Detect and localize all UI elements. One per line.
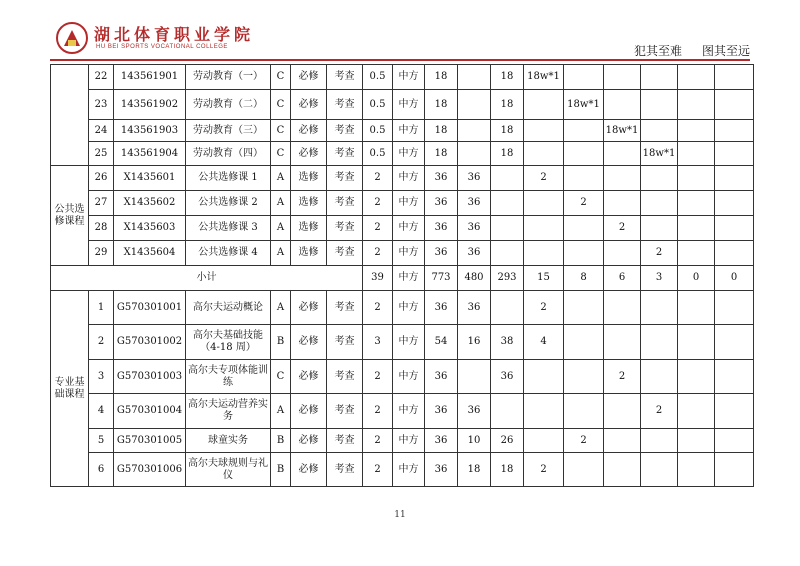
practice-hours <box>491 191 524 216</box>
sem4 <box>641 291 678 325</box>
course-code: X1435601 <box>114 166 186 191</box>
sem4 <box>641 65 678 90</box>
course-name: 高尔夫基础技能（4-18 周） <box>186 325 271 360</box>
practice-hours: 18 <box>491 120 524 142</box>
sem1: 4 <box>524 325 564 360</box>
exam-type: 考查 <box>327 325 363 360</box>
sem3 <box>604 394 641 429</box>
course-code: 143561903 <box>114 120 186 142</box>
total-hours: 36 <box>425 429 458 453</box>
total-hours: 36 <box>425 291 458 325</box>
sem4: 2 <box>641 394 678 429</box>
course-type: A <box>271 191 291 216</box>
sem2: 18w*1 <box>564 90 604 120</box>
sem5 <box>678 65 715 90</box>
sem6 <box>715 360 754 394</box>
course-name: 劳动教育（一） <box>186 65 271 90</box>
total-hours: 18 <box>425 120 458 142</box>
course-nature: 必修 <box>291 453 327 487</box>
credits: 2 <box>363 191 393 216</box>
exam-type: 考查 <box>327 191 363 216</box>
course-table-body <box>51 65 754 487</box>
row-number: 23 <box>89 90 114 120</box>
course-nature: 必修 <box>291 142 327 166</box>
sem5 <box>678 241 715 266</box>
sem3 <box>604 453 641 487</box>
exam-type: 考查 <box>327 453 363 487</box>
subtotal-level: 中方 <box>393 266 425 291</box>
page-header <box>0 0 800 60</box>
sem5 <box>678 325 715 360</box>
theory-hours <box>458 120 491 142</box>
total-hours: 36 <box>425 360 458 394</box>
table-row <box>51 429 754 453</box>
course-name: 劳动教育（四） <box>186 142 271 166</box>
course-nature: 必修 <box>291 65 327 90</box>
category-cell: 公共选修课程 <box>51 166 89 266</box>
level: 中方 <box>393 429 425 453</box>
sem6 <box>715 394 754 429</box>
school-motto <box>614 42 750 59</box>
exam-type: 考查 <box>327 120 363 142</box>
course-name: 劳动教育（三） <box>186 120 271 142</box>
sem3 <box>604 325 641 360</box>
sem3 <box>604 291 641 325</box>
sem4 <box>641 191 678 216</box>
school-name-en: HU BEI SPORTS VOCATIONAL COLLEGE <box>96 44 228 50</box>
row-number: 6 <box>89 453 114 487</box>
practice-hours: 36 <box>491 360 524 394</box>
level: 中方 <box>393 65 425 90</box>
sem4 <box>641 429 678 453</box>
subtotal-s3: 6 <box>604 266 641 291</box>
course-nature: 必修 <box>291 360 327 394</box>
sem5 <box>678 166 715 191</box>
course-type: B <box>271 453 291 487</box>
exam-type: 考查 <box>327 65 363 90</box>
theory-hours: 18 <box>458 453 491 487</box>
sem5 <box>678 360 715 394</box>
sem3 <box>604 65 641 90</box>
sem6 <box>715 241 754 266</box>
course-type: A <box>271 241 291 266</box>
course-nature: 必修 <box>291 291 327 325</box>
sem2 <box>564 241 604 266</box>
course-type: C <box>271 360 291 394</box>
row-number: 29 <box>89 241 114 266</box>
sem2: 2 <box>564 191 604 216</box>
course-type: A <box>271 291 291 325</box>
sem6 <box>715 166 754 191</box>
practice-hours: 18 <box>491 65 524 90</box>
theory-hours: 36 <box>458 241 491 266</box>
sem2 <box>564 394 604 429</box>
course-nature: 选修 <box>291 166 327 191</box>
course-type: C <box>271 120 291 142</box>
motto-part-1: 犯其至难 <box>633 44 682 58</box>
row-number: 28 <box>89 216 114 241</box>
total-hours: 36 <box>425 166 458 191</box>
sem5 <box>678 453 715 487</box>
course-name: 球童实务 <box>186 429 271 453</box>
credits: 2 <box>363 429 393 453</box>
credits: 0.5 <box>363 142 393 166</box>
sem3 <box>604 191 641 216</box>
subtotal-s4: 3 <box>641 266 678 291</box>
sem5 <box>678 429 715 453</box>
course-table <box>50 64 754 487</box>
total-hours: 36 <box>425 191 458 216</box>
total-hours: 36 <box>425 241 458 266</box>
table-row <box>51 142 754 166</box>
credits: 0.5 <box>363 90 393 120</box>
credits: 2 <box>363 291 393 325</box>
course-name: 高尔夫专项体能训练 <box>186 360 271 394</box>
table-row <box>51 325 754 360</box>
row-number: 22 <box>89 65 114 90</box>
sem1 <box>524 216 564 241</box>
course-nature: 选修 <box>291 191 327 216</box>
exam-type: 考查 <box>327 142 363 166</box>
credits: 2 <box>363 453 393 487</box>
row-number: 1 <box>89 291 114 325</box>
course-nature: 必修 <box>291 90 327 120</box>
course-type: C <box>271 65 291 90</box>
row-number: 27 <box>89 191 114 216</box>
subtotal-total: 773 <box>425 266 458 291</box>
credits: 2 <box>363 394 393 429</box>
sem2 <box>564 166 604 191</box>
category-cell: 专业基础课程 <box>51 291 89 487</box>
sem6 <box>715 453 754 487</box>
sem6 <box>715 65 754 90</box>
course-name: 高尔夫运动概论 <box>186 291 271 325</box>
course-code: X1435603 <box>114 216 186 241</box>
practice-hours: 38 <box>491 325 524 360</box>
sem3: 18w*1 <box>604 120 641 142</box>
table-row <box>51 90 754 120</box>
sem1 <box>524 120 564 142</box>
course-name: 公共选修课 4 <box>186 241 271 266</box>
course-name: 高尔夫球规则与礼仪 <box>186 453 271 487</box>
level: 中方 <box>393 120 425 142</box>
theory-hours <box>458 142 491 166</box>
total-hours: 54 <box>425 325 458 360</box>
course-name: 高尔夫运动营养实务 <box>186 394 271 429</box>
sem1 <box>524 90 564 120</box>
sem3: 2 <box>604 216 641 241</box>
practice-hours <box>491 394 524 429</box>
credits: 2 <box>363 216 393 241</box>
credits: 0.5 <box>363 120 393 142</box>
school-name: 湖北体育职业学院 <box>94 25 255 44</box>
course-nature: 选修 <box>291 241 327 266</box>
sem6 <box>715 142 754 166</box>
sem5 <box>678 394 715 429</box>
theory-hours <box>458 65 491 90</box>
level: 中方 <box>393 241 425 266</box>
table-row <box>51 166 754 191</box>
sem3 <box>604 90 641 120</box>
theory-hours: 36 <box>458 394 491 429</box>
sem2: 2 <box>564 429 604 453</box>
sem1: 2 <box>524 166 564 191</box>
table-row <box>51 191 754 216</box>
sem6 <box>715 429 754 453</box>
theory-hours: 36 <box>458 166 491 191</box>
sem2 <box>564 453 604 487</box>
sem1: 2 <box>524 291 564 325</box>
sem4 <box>641 325 678 360</box>
table-row <box>51 120 754 142</box>
sem1 <box>524 360 564 394</box>
sem5 <box>678 142 715 166</box>
exam-type: 考查 <box>327 429 363 453</box>
sem2 <box>564 360 604 394</box>
course-name: 劳动教育（二） <box>186 90 271 120</box>
subtotal-row <box>51 266 754 291</box>
credits: 3 <box>363 325 393 360</box>
sem4: 18w*1 <box>641 142 678 166</box>
sem3 <box>604 166 641 191</box>
total-hours: 36 <box>425 453 458 487</box>
course-code: 143561901 <box>114 65 186 90</box>
course-nature: 必修 <box>291 394 327 429</box>
level: 中方 <box>393 325 425 360</box>
table-row <box>51 291 754 325</box>
course-code: X1435602 <box>114 191 186 216</box>
course-code: G570301006 <box>114 453 186 487</box>
course-type: A <box>271 216 291 241</box>
sem6 <box>715 216 754 241</box>
table-row <box>51 65 754 90</box>
table-row <box>51 394 754 429</box>
total-hours: 18 <box>425 90 458 120</box>
course-nature: 必修 <box>291 325 327 360</box>
course-code: G570301002 <box>114 325 186 360</box>
practice-hours: 18 <box>491 453 524 487</box>
subtotal-theory: 480 <box>458 266 491 291</box>
sem5 <box>678 216 715 241</box>
sem1 <box>524 241 564 266</box>
practice-hours <box>491 216 524 241</box>
level: 中方 <box>393 291 425 325</box>
sem4 <box>641 166 678 191</box>
course-code: 143561904 <box>114 142 186 166</box>
sem5 <box>678 191 715 216</box>
sem2 <box>564 325 604 360</box>
total-hours: 18 <box>425 142 458 166</box>
exam-type: 考查 <box>327 166 363 191</box>
sem2 <box>564 120 604 142</box>
credits: 2 <box>363 241 393 266</box>
credits: 2 <box>363 360 393 394</box>
course-code: 143561902 <box>114 90 186 120</box>
sem6 <box>715 120 754 142</box>
course-type: A <box>271 394 291 429</box>
row-number: 4 <box>89 394 114 429</box>
course-code: G570301001 <box>114 291 186 325</box>
sem5 <box>678 90 715 120</box>
total-hours: 18 <box>425 65 458 90</box>
exam-type: 考查 <box>327 241 363 266</box>
subtotal-practice: 293 <box>491 266 524 291</box>
theory-hours <box>458 360 491 394</box>
practice-hours: 18 <box>491 142 524 166</box>
course-nature: 必修 <box>291 120 327 142</box>
total-hours: 36 <box>425 216 458 241</box>
course-name: 公共选修课 1 <box>186 166 271 191</box>
sem3 <box>604 241 641 266</box>
sem3 <box>604 142 641 166</box>
sem5 <box>678 120 715 142</box>
sem4 <box>641 90 678 120</box>
table-row <box>51 453 754 487</box>
course-code: G570301004 <box>114 394 186 429</box>
subtotal-s1: 15 <box>524 266 564 291</box>
exam-type: 考查 <box>327 360 363 394</box>
motto-part-2: 图其至远 <box>701 44 750 58</box>
subtotal-credit: 39 <box>363 266 393 291</box>
row-number: 25 <box>89 142 114 166</box>
sem4 <box>641 453 678 487</box>
course-nature: 必修 <box>291 429 327 453</box>
course-name: 公共选修课 2 <box>186 191 271 216</box>
table-row <box>51 216 754 241</box>
level: 中方 <box>393 90 425 120</box>
sem6 <box>715 291 754 325</box>
practice-hours: 26 <box>491 429 524 453</box>
level: 中方 <box>393 166 425 191</box>
sem6 <box>715 191 754 216</box>
credits: 0.5 <box>363 65 393 90</box>
sem2 <box>564 216 604 241</box>
course-type: B <box>271 325 291 360</box>
sem4 <box>641 360 678 394</box>
sem6 <box>715 90 754 120</box>
exam-type: 考查 <box>327 90 363 120</box>
level: 中方 <box>393 142 425 166</box>
sem3: 2 <box>604 360 641 394</box>
level: 中方 <box>393 453 425 487</box>
theory-hours: 10 <box>458 429 491 453</box>
practice-hours <box>491 166 524 191</box>
row-number: 2 <box>89 325 114 360</box>
course-code: G570301005 <box>114 429 186 453</box>
level: 中方 <box>393 191 425 216</box>
table-row <box>51 241 754 266</box>
sem5 <box>678 291 715 325</box>
sem1 <box>524 429 564 453</box>
row-number: 5 <box>89 429 114 453</box>
course-code: G570301003 <box>114 360 186 394</box>
table-row <box>51 360 754 394</box>
exam-type: 考查 <box>327 394 363 429</box>
sem1 <box>524 191 564 216</box>
course-type: B <box>271 429 291 453</box>
theory-hours: 16 <box>458 325 491 360</box>
row-number: 26 <box>89 166 114 191</box>
sem4 <box>641 120 678 142</box>
credits: 2 <box>363 166 393 191</box>
sem3 <box>604 429 641 453</box>
practice-hours <box>491 291 524 325</box>
sem1 <box>524 394 564 429</box>
sem2 <box>564 65 604 90</box>
subtotal-label: 小计 <box>51 266 363 291</box>
sem1 <box>524 142 564 166</box>
level: 中方 <box>393 394 425 429</box>
level: 中方 <box>393 216 425 241</box>
total-hours: 36 <box>425 394 458 429</box>
sem2 <box>564 291 604 325</box>
sem4 <box>641 216 678 241</box>
practice-hours: 18 <box>491 90 524 120</box>
header-divider <box>50 59 750 61</box>
course-type: A <box>271 166 291 191</box>
row-number: 24 <box>89 120 114 142</box>
course-code: X1435604 <box>114 241 186 266</box>
sem2 <box>564 142 604 166</box>
course-type: C <box>271 142 291 166</box>
row-number: 3 <box>89 360 114 394</box>
category-cell <box>51 65 89 166</box>
sem4: 2 <box>641 241 678 266</box>
practice-hours <box>491 241 524 266</box>
exam-type: 考查 <box>327 216 363 241</box>
level: 中方 <box>393 360 425 394</box>
school-logo-icon <box>56 22 88 54</box>
subtotal-s6: 0 <box>715 266 754 291</box>
theory-hours: 36 <box>458 191 491 216</box>
course-type: C <box>271 90 291 120</box>
exam-type: 考查 <box>327 291 363 325</box>
theory-hours: 36 <box>458 216 491 241</box>
subtotal-s2: 8 <box>564 266 604 291</box>
course-nature: 选修 <box>291 216 327 241</box>
theory-hours <box>458 90 491 120</box>
subtotal-s5: 0 <box>678 266 715 291</box>
sem1: 18w*1 <box>524 65 564 90</box>
sem6 <box>715 325 754 360</box>
page-number: 11 <box>394 510 406 520</box>
sem1: 2 <box>524 453 564 487</box>
course-name: 公共选修课 3 <box>186 216 271 241</box>
theory-hours: 36 <box>458 291 491 325</box>
